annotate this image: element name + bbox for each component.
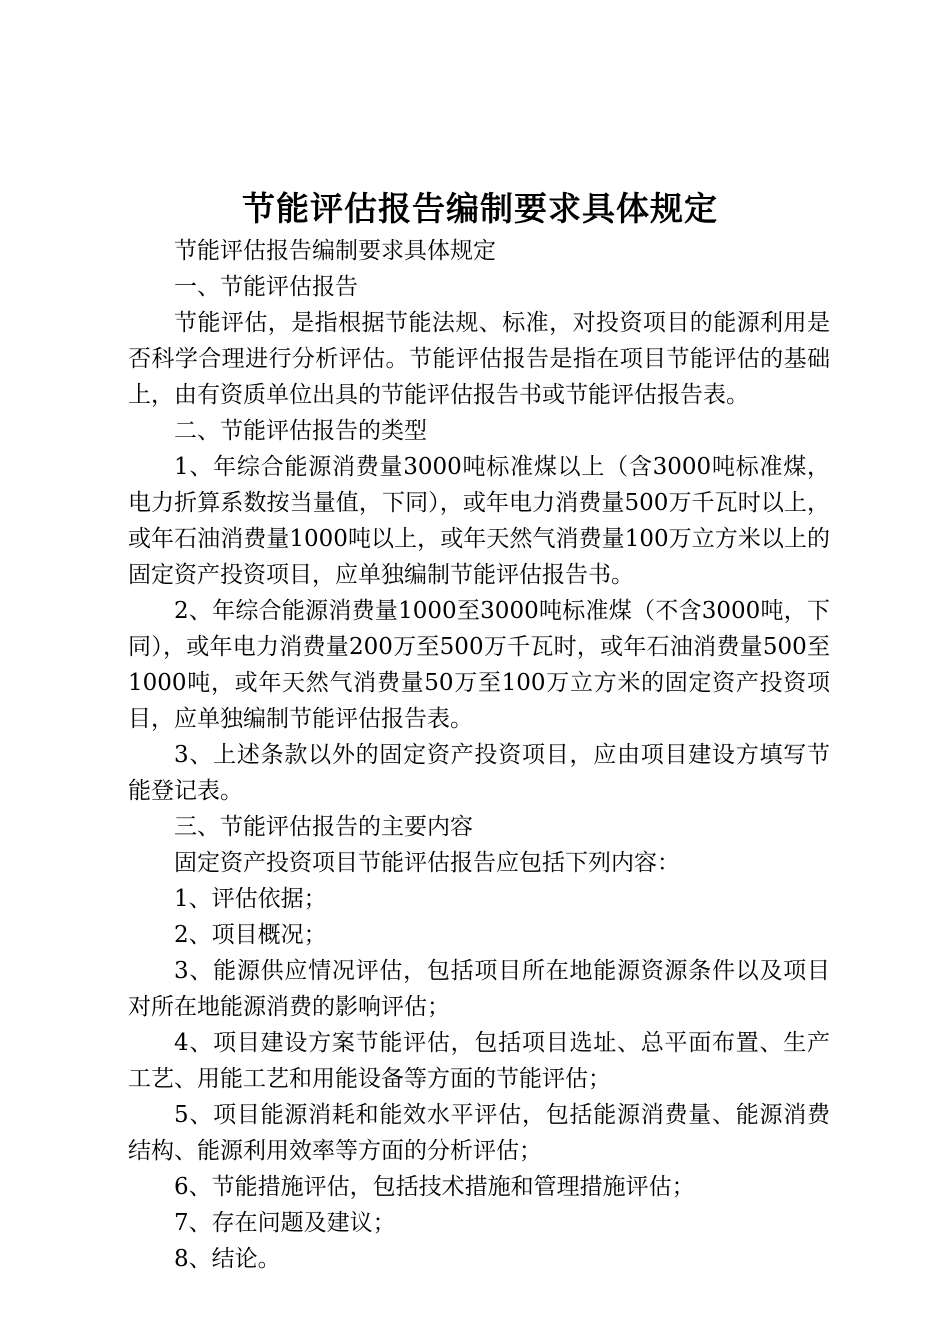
list-item-5: 5、项目能源消耗和能效水平评估，包括能源消费量、能源消费结构、能源利用效率等方面的分析评估；: [128, 1102, 830, 1164]
list-item-6: 6、节能措施评估，包括技术措施和管理措施评估；: [174, 1174, 695, 1200]
list-item-1: 1、评估依据；: [174, 886, 327, 912]
list-item-7: 7、存在问题及建议；: [174, 1210, 396, 1236]
list-item-4: 4、项目建设方案节能评估，包括项目选址、总平面布置、生产工艺、用能工艺和用能设备等方面的节能评估；: [128, 1030, 830, 1092]
list-item-8: 8、结论。: [174, 1246, 281, 1272]
list-item-3: 3、能源供应情况评估，包括项目所在地能源资源条件以及项目对所在地能源消费的影响评估；: [128, 958, 830, 1020]
list-item-2: 2、项目概况；: [174, 922, 327, 948]
paragraph-type-1: 1、年综合能源消费量3000吨标准煤以上（含3000吨标准煤，电力折算系数按当量值，下同），或年电力消费量500万千瓦时以上，或年石油消费量1000吨以上，或年天然气消费量100万立方米以上的固定资产投资项目，应单独编制节能评估报告书。: [128, 454, 830, 588]
section-heading-1: 一、节能评估报告: [174, 274, 358, 300]
document-title: 节能评估报告编制要求具体规定: [242, 189, 718, 228]
paragraph-type-2: 2、年综合能源消费量1000至3000吨标准煤（不含3000吨，下同），或年电力消费量200万至500万千瓦时，或年石油消费量500至1000吨，或年天然气消费量50万至100万立方米的固定资产投资项目，应单独编制节能评估报告表。: [128, 598, 830, 732]
paragraph-definition: 节能评估，是指根据节能法规、标准，对投资项目的能源利用是否科学合理进行分析评估。节能评估报告是指在项目节能评估的基础上，由有资质单位出具的节能评估报告书或节能评估报告表。: [128, 310, 830, 408]
document-body: [128, 233, 830, 1277]
paragraph-content-intro: 固定资产投资项目节能评估报告应包括下列内容：: [174, 850, 680, 876]
paragraph-type-3: 3、上述条款以外的固定资产投资项目，应由项目建设方填写节能登记表。: [128, 742, 830, 804]
section-heading-3: 三、节能评估报告的主要内容: [174, 814, 473, 840]
section-heading-2: 二、节能评估报告的类型: [174, 418, 427, 444]
paragraph-subtitle: 节能评估报告编制要求具体规定: [174, 238, 496, 264]
